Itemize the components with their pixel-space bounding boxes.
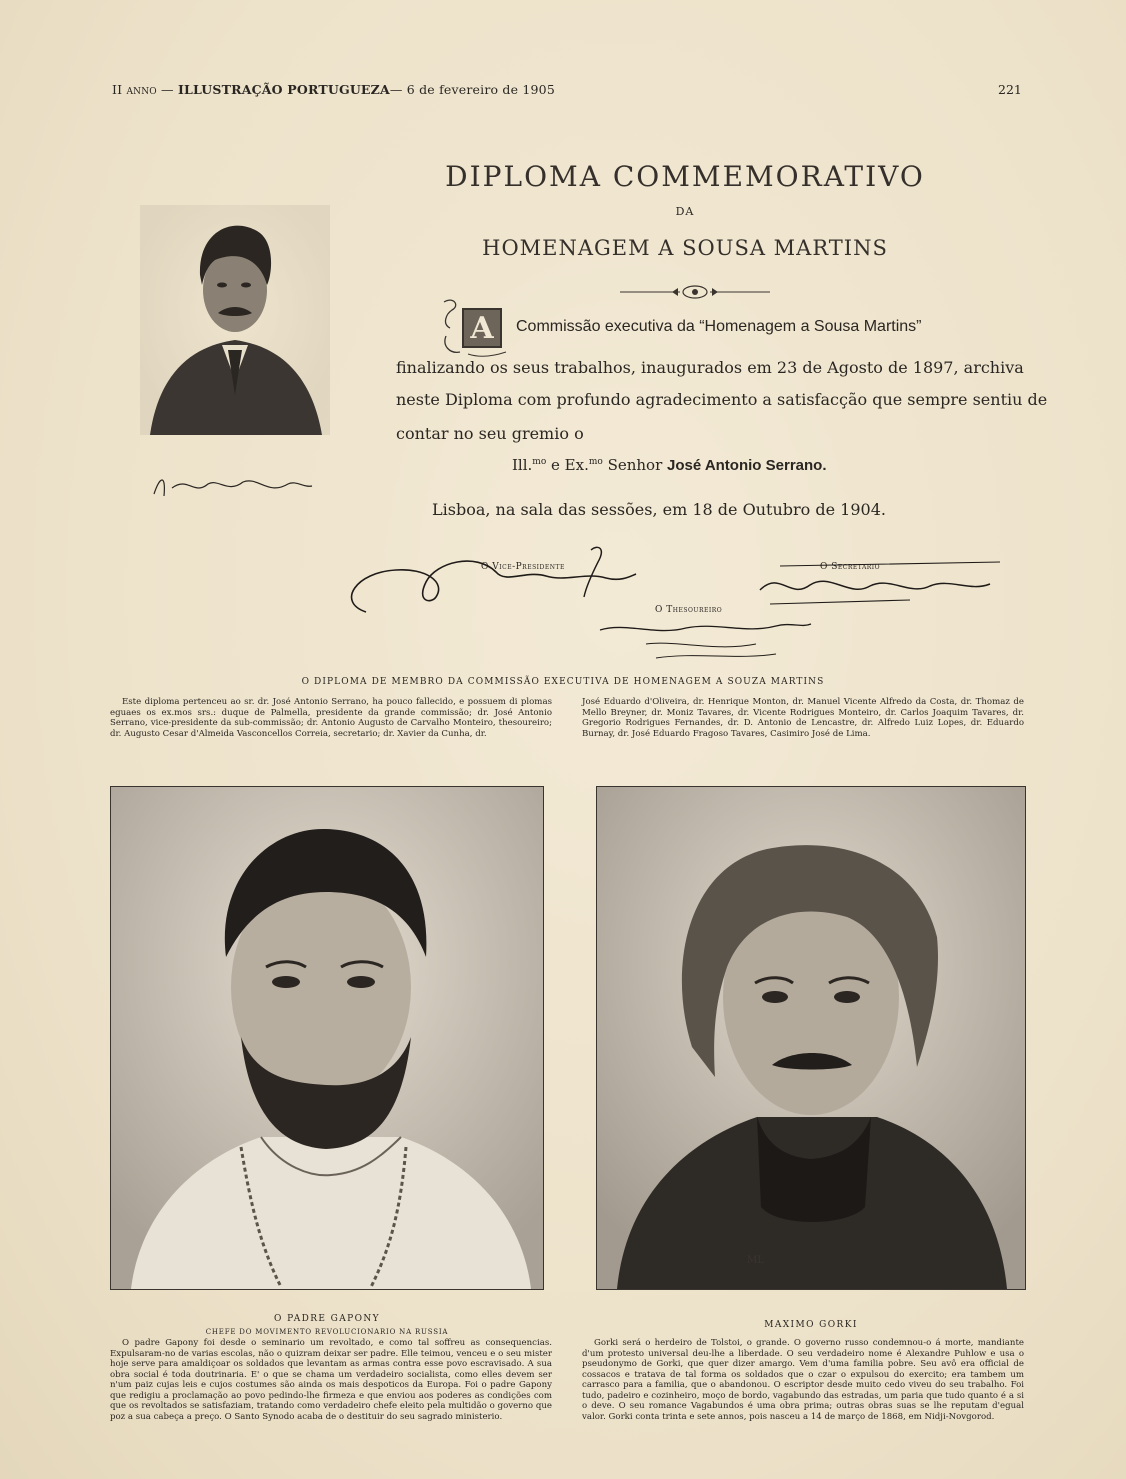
gorki-portrait-image [597,787,1025,1289]
gapony-portrait-image [111,787,543,1289]
diploma-line-2: finalizando os seus trabalhos, inaugurados em 23 de Agosto de 1897, archiva [396,358,1024,377]
diploma-da: DA [675,205,695,218]
honorific-ex-sup: mo [588,457,603,467]
diploma-line-4: contar no seu gremio o [396,424,584,443]
running-head [112,82,555,97]
svg-text:ML: ML [747,1255,764,1266]
gorki-portrait [596,786,1026,1290]
diploma-line-1: Commissão executiva da “Homenagem a Sousa Martins” [516,318,922,335]
honorific-ill-sup: mo [532,457,547,467]
sousa-martins-portrait [140,205,330,435]
label-secretary: O Secretario [820,562,881,572]
label-vice-president: O Vice-Presidente [481,562,565,572]
gapony-subcaption: CHEFE DO MOVIMENTO REVOLUCIONARIO NA RUSSIA [205,1328,449,1336]
signature-secretary [750,560,1005,610]
diploma-caption: O DIPLOMA DE MEMBRO DA COMMISSÃO EXECUTIVA DE HOMENAGEM A SOUZA MARTINS [301,677,825,687]
gorki-caption: MAXIMO GORKI [764,1320,858,1330]
gapony-caption: O PADRE GAPONY [274,1314,380,1324]
diploma-line-6: Lisboa, na sala das sessões, em 18 de Outubro de 1904. [432,500,886,519]
diploma-text-left: Este diploma pertenceu ao sr. dr. José Antonio Serrano, ha pouco fallecido, e possuem di plomas eguaes os ex.mos srs.: duque de Palmella, presidente da grande commissão; dr. José Antonio Serrano, vice-presidente da sub-commissão; dr. Antonio Augusto de Carvalho Monteiro, thesoureiro; dr. Augusto Cesar d'Almeida Vasconcellos Correia, secretario; dr. Xavier da Cunha, dr. [110,697,552,739]
signature-treasurer [596,614,816,664]
ornament-divider [620,283,770,301]
signature-small [148,466,318,506]
honorific-ex: e Ex. [546,456,589,474]
diploma-line-5 [512,456,827,474]
journal-title: ILLUSTRAÇÃO PORTUGUEZA [177,82,390,97]
diploma-text-right: José Eduardo d'Oliveira, dr. Henrique Monton, dr. Manuel Vicente Alfredo da Costa, dr. Thomaz de Mello Breyner, dr. Moniz Tavares, dr. Vicente Rodrigues Monteiro, dr. Carlos Joaquim Tavares, dr. Gregorio Rodrigues Fernandes, dr. D. Antonio de Lencastre, dr. Alfredo Luiz Lopes, dr. Eduardo Burnay, dr. José Eduardo Fragoso Tavares, Casimiro José de Lima. [582,697,1024,739]
label-treasurer: O Thesoureiro [655,605,723,615]
diploma-line-3: neste Diploma com profundo agradecimento a satisfacção que sempre sentiu de [396,390,1048,409]
page-number: 221 [998,82,1022,97]
volume-label: II anno — [112,82,174,97]
gapony-portrait [110,786,544,1290]
signature-vice-president [336,542,646,622]
drop-cap: A [462,308,502,348]
honorific-senhor: Senhor [602,456,668,474]
honorific-ill: Ill. [512,456,533,474]
diploma-subtitle: HOMENAGEM A SOUSA MARTINS [482,236,888,260]
issue-date: — 6 de fevereiro de 1905 [389,82,555,97]
honoree-name: José Antonio Serrano. [667,457,827,474]
gorki-text: Gorki será o herdeiro de Tolstoi, o grande. O governo russo condemnou-o á morte, mandiante d'um protesto universal deu-lhe a liberdade. O seu verdadeiro nome é Alexandre Puhlow e usa o pseudonymo de Gorki, que quer dizer amargo. Vem d'uma familia pobre. Seu avô era official de cossacos e tratava de tal forma os soldados que o czar o expulsou do exercito; era tambem um carrasco para a familia, que o abandonou. O escriptor desde muito cedo viveu do seu trabalho. Foi tudo, padeiro e cozinheiro, moço de bordo, vagabundo das estradas, um paria que tudo quanto é a si o deve. O seu romance Vagabundos é uma obra prima; outras obras suas se lhe reputam d'egual valor. Gorki conta trinta e sete annos, pois nasceu a 14 de março de 1868, em Nidji-Novgorod. [582,1338,1024,1422]
diploma-title: DIPLOMA COMMEMORATIVO [445,160,925,193]
gapony-text: O padre Gapony foi desde o seminario um revoltado, e como tal soffreu as consequencias. Expulsaram-no de varias escolas, não o quizram deixar ser padre. Elle teimou, venceu e o seu mister hoje serve para amaldiçoar os soldados que levantam as armas contra esse povo escravisado. A sua obra social é toda doutrinaria. E' o que se chama um verdadeiro socialista, como elles devem ser n'um paiz cujas leis e cujos costumes são ainda os mais despoticos da Europa. Foi o padre Gapony que redigiu a proclamação ao povo pedindo-lhe firmeza e que enviou aos poderes as condições com que os revoltados se satisfaziam, tratando como verdadeiro chefe eleito pela multidão o governo que poz a sua cabeça a preço. O Santo Synodo acaba de o destituir do seu sagrado ministerio. [110,1338,552,1422]
